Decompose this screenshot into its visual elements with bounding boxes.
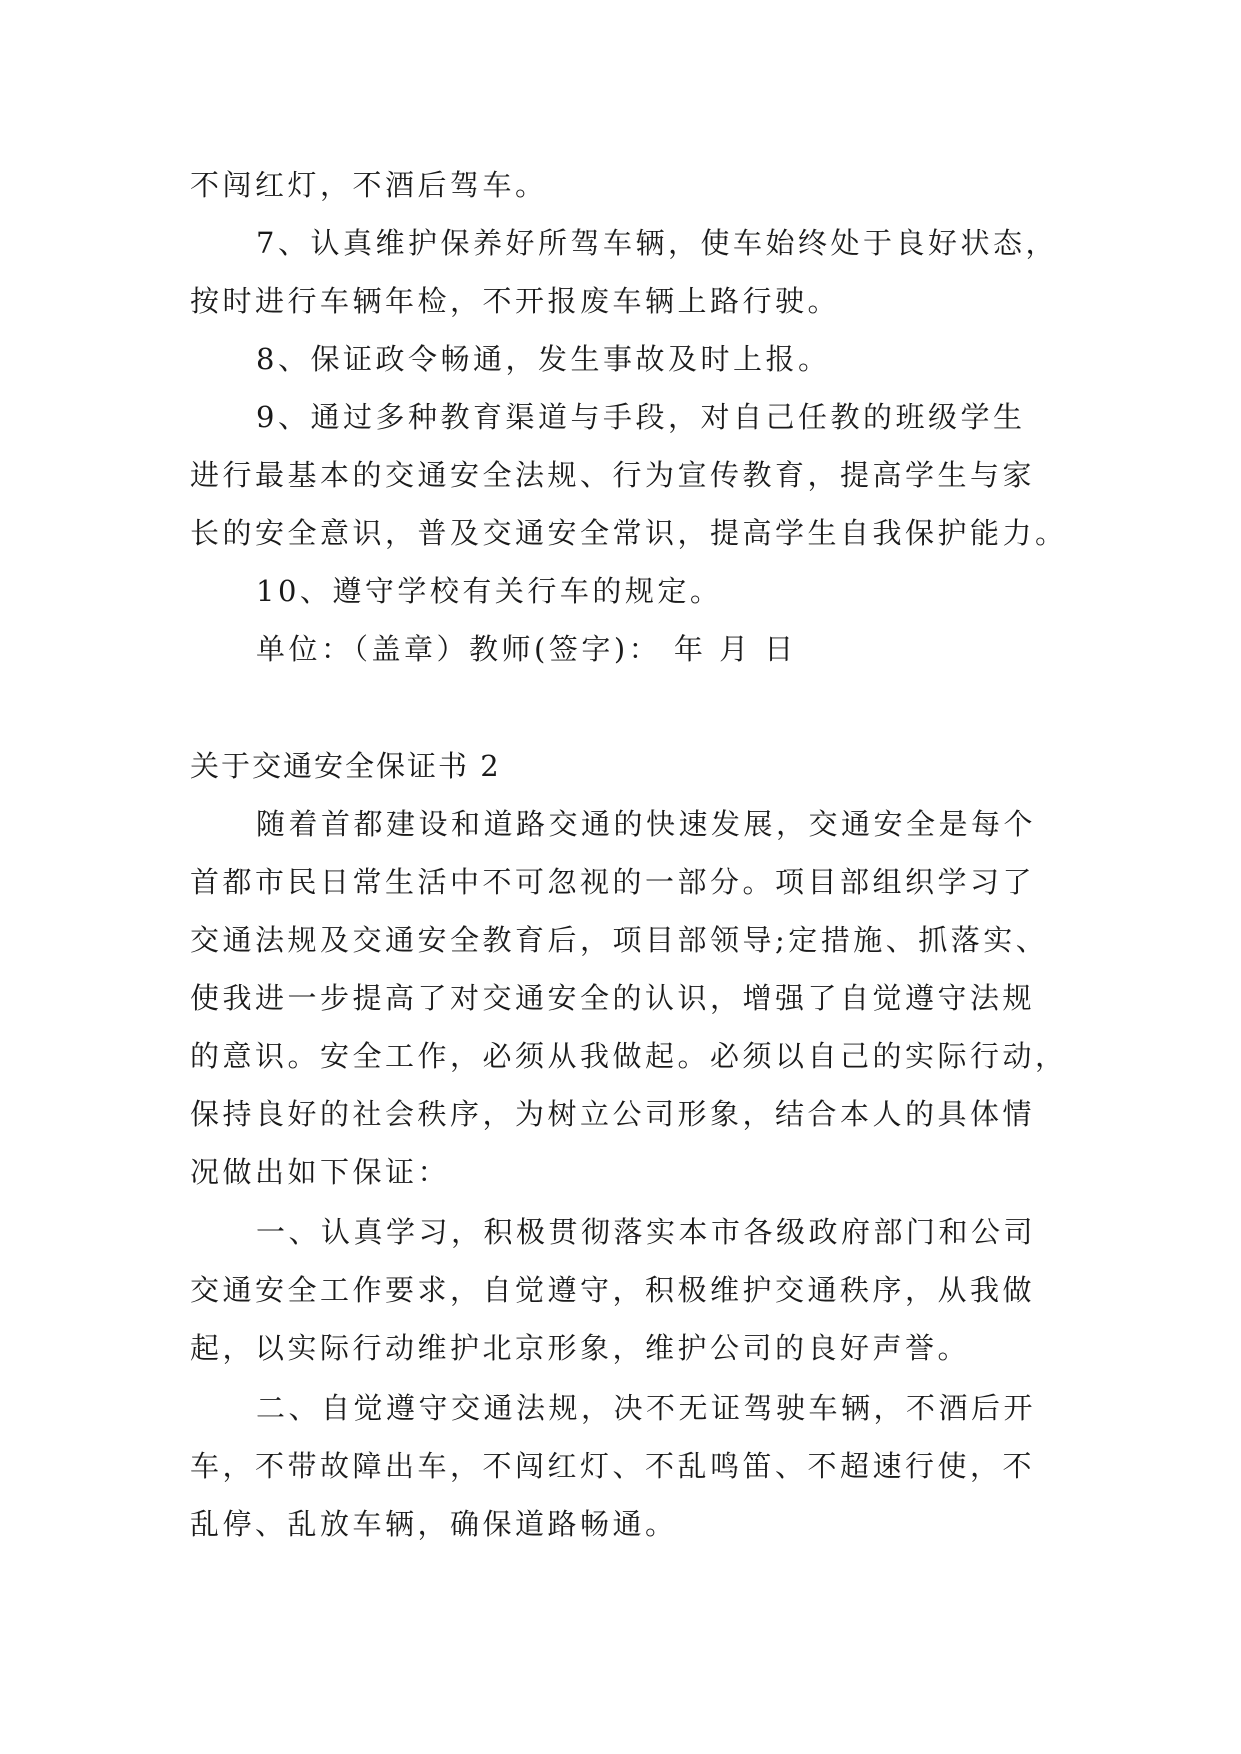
paragraph-line: 况做出如下保证： xyxy=(190,1155,451,1189)
paragraph-line: 不闯红灯，不酒后驾车。 xyxy=(190,168,548,202)
paragraph-line: 按时进行车辆年检，不开报废车辆上路行驶。 xyxy=(190,284,841,318)
paragraph-line: 交通法规及交通安全教育后，项目部领导;定措施、抓落实、 xyxy=(190,923,1049,957)
paragraph-line: 起，以实际行动维护北京形象，维护公司的良好声誉。 xyxy=(190,1331,971,1365)
paragraph-line: 使我进一步提高了对交通安全的认识，增强了自觉遵守法规 xyxy=(190,981,1036,1015)
signature-line: 单位：（盖章）教师(签字)： 年 月 日 xyxy=(256,632,797,666)
paragraph-line: 进行最基本的交通安全法规、行为宣传教育，提高学生与家 xyxy=(190,458,1036,492)
paragraph-line: 的意识。安全工作，必须从我做起。必须以自己的实际行动， xyxy=(190,1039,1068,1073)
paragraph-line: 8、保证政令畅通，发生事故及时上报。 xyxy=(256,342,831,376)
paragraph-line: 7、认真维护保养好所驾车辆，使车始终处于良好状态， xyxy=(256,226,1058,260)
paragraph-line: 9、通过多种教育渠道与手段，对自己任教的班级学生 xyxy=(256,400,1026,434)
paragraph-line: 一、认真学习，积极贯彻落实本市各级政府部门和公司 xyxy=(256,1215,1037,1249)
paragraph-line: 乱停、乱放车辆，确保道路畅通。 xyxy=(190,1507,678,1541)
paragraph-line: 首都市民日常生活中不可忽视的一部分。项目部组织学习了 xyxy=(190,865,1036,899)
paragraph-line: 二、自觉遵守交通法规，决不无证驾驶车辆，不酒后开 xyxy=(256,1391,1037,1425)
paragraph-line: 10、遵守学校有关行车的规定。 xyxy=(256,574,723,608)
paragraph-line: 交通安全工作要求，自觉遵守，积极维护交通秩序，从我做 xyxy=(190,1273,1036,1307)
paragraph-line: 车，不带故障出车，不闯红灯、不乱鸣笛、不超速行使，不 xyxy=(190,1449,1036,1483)
paragraph-line: 长的安全意识，普及交通安全常识，提高学生自我保护能力。 xyxy=(190,516,1068,550)
paragraph-line: 随着首都建设和道路交通的快速发展，交通安全是每个 xyxy=(256,807,1037,841)
section-title: 关于交通安全保证书 2 xyxy=(190,749,501,783)
paragraph-line: 保持良好的社会秩序，为树立公司形象，结合本人的具体情 xyxy=(190,1097,1036,1131)
